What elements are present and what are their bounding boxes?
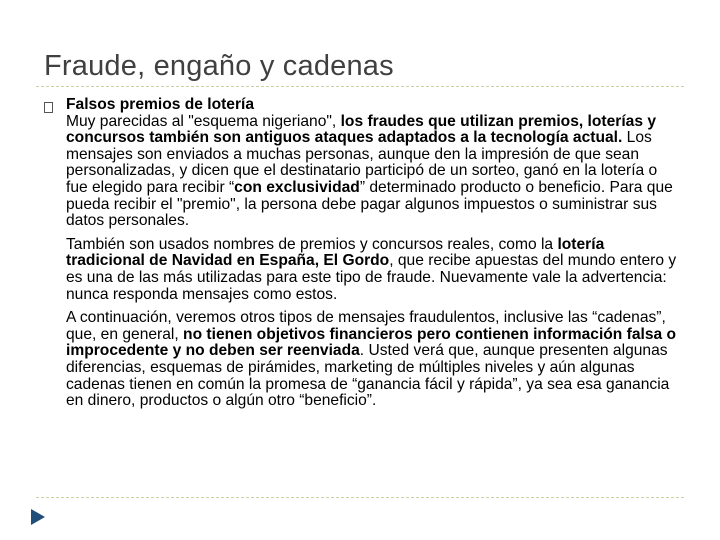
slide-body: [66, 97, 678, 417]
p2-text-2: , que recibe apuestas del mundo entero y es una de las más utilizadas para este tipo de fraude. Nuevamente vale la advertencia: nunca responda mensajes como estos.: [66, 252, 677, 303]
title-divider: [36, 86, 684, 87]
bullet-heading: Falsos premios de lotería: [66, 96, 255, 113]
footer-divider: [36, 497, 684, 498]
p1-bold-1: los fraudes que utilizan premios, loterías y concursos también son antiguos ataques adaptados a la tecnología actual.: [66, 112, 657, 147]
paragraph-2: [66, 237, 678, 303]
paragraph-1: [66, 97, 678, 230]
play-triangle-icon: [30, 508, 46, 526]
p3-text-1: A continuación, veremos otros tipos de mensajes fraudulentos, inclusive las “cadenas”, que, en general,: [66, 309, 666, 343]
paragraph-3: [66, 310, 678, 410]
hollow-square-bullet-icon: [44, 102, 53, 113]
p2-bold-1: lotería tradicional de Navidad en España, El Gordo: [66, 235, 605, 270]
p1-text-3: ” determinado producto o beneficio. Para que pueda recibir el "premio", la persona debe pagar algunos impuestos o suministrar sus datos personales.: [66, 178, 673, 230]
p1-text-1: Muy parecidas al "esquema nigeriano",: [66, 112, 341, 130]
p2-text-1: También son usados nombres de premios y concursos reales, como la: [66, 235, 558, 253]
p3-bold-1: no tienen objetivos financieros pero contienen información falsa o improcedente y no deben ser reenviada: [66, 325, 677, 360]
p1-text-2: Los mensajes son enviados a muchas personas, aunque den la impresión de que sean personalizadas, y dicen que el destinatario participó de un sorteo, ganó en la lotería o fue elegido para recibir “: [66, 129, 658, 196]
slide-title: Fraude, engaño y cadenas: [44, 50, 394, 82]
p3-text-2: . Usted verá que, aunque presenten algunas diferencias, esquemas de pirámides, marketing de múltiples niveles y aún algunas cadenas tienen en común la promesa de “ganancia fácil y rápida”, ya sea esa ganancia en dinero, productos o algún otro “beneficio”.: [66, 342, 670, 410]
p1-bold-2: con exclusividad: [234, 178, 360, 196]
